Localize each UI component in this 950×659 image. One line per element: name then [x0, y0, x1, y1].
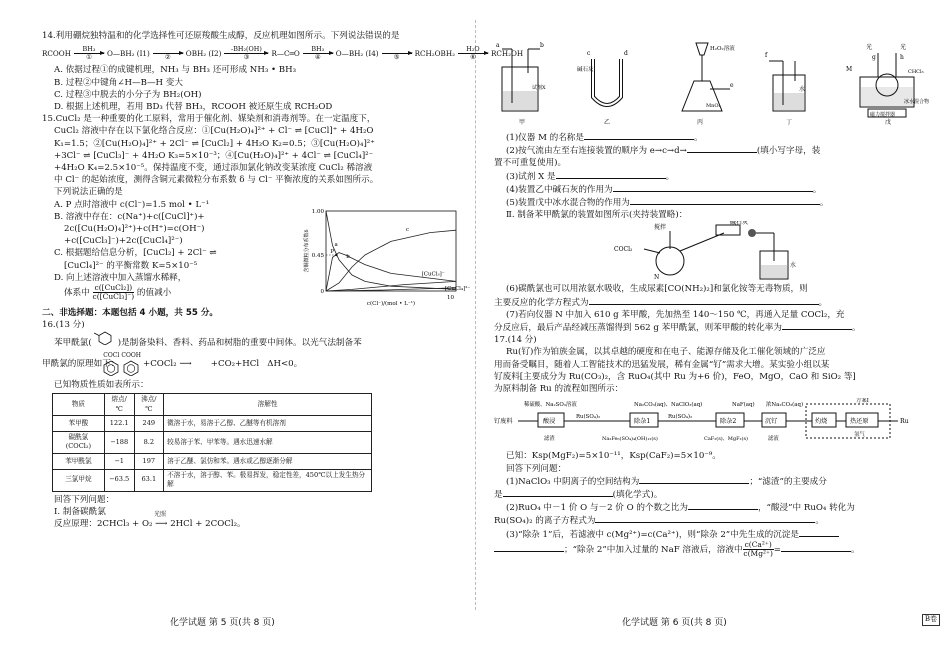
scheme-step-4: ④ [314, 53, 321, 62]
answer-blank[interactable] [589, 296, 819, 305]
q14-option-a: A. 依据过程①的成键机理，NH₃ 与 BH₃ 还可形成 NH₃ • BH₃ [54, 65, 297, 76]
flow-box: 除杂2 [720, 418, 737, 426]
q16-part-7: (7)若向仪器 N 中加入 610 g 苯甲酸，先加热至 140～150 ℃，再通入足量 COCl₂，充 [506, 309, 845, 320]
q16-part-4-text: (4)装置乙中碱石灰的作用为 [506, 184, 613, 195]
apparatus-id: 乙 [603, 119, 610, 127]
q16-part-3: (3)试剂 X 是 。 [506, 171, 675, 182]
table-cell: 溶于乙醚、氯仿和苯。遇水或乙醇逐渐分解 [164, 453, 372, 469]
q16-part-2-note: (填小写字母，装 [756, 146, 821, 157]
flow-box: 热还原 [850, 418, 869, 426]
q17-part-3a: (3)“除杂 1”后，若滤液中 c(Mg²⁺)=c(Ca²⁺)，则“除杂 2”中先生成的沉淀是 [506, 529, 799, 540]
scheme-reagent-4: BH₃ [311, 45, 325, 54]
table-header: 物质 [53, 394, 105, 416]
q15-stem-2: CuCl₂ 溶液中存在以下氯化络合反应：①[Cu(H₂O)₄]²⁺ + Cl⁻ ⇌ [CuCl]⁺ + 4H₂O [54, 126, 374, 137]
table-title: 已知物质性质如表所示： [54, 380, 149, 391]
q17-part-3b: ；“除杂 2”中加入过量的 NaF 溶液后，溶液中 [564, 544, 743, 555]
q14-option-c: C. 过程③中脱去的小分子为 BH₂(OH) [54, 89, 202, 100]
q16-part-2-cont: 置不可重复使用)。 [494, 158, 567, 169]
benzoyl-chloride-structure [102, 352, 120, 377]
q17-known-2: 回答下列问题： [506, 463, 567, 474]
series-label: [CuCl₄]²⁻ [445, 285, 470, 292]
apparatus-label: a [496, 42, 500, 50]
q17-part-1c: 是 [494, 490, 503, 501]
table-row [53, 469, 372, 491]
flow-reagent: 稀硫酸、Na₂SO₃溶液 [524, 402, 577, 409]
apparatus-bing [664, 41, 736, 128]
q16-equation: +COCl₂ ⟶ +CO₂+HCl ΔH<0。 [143, 359, 303, 370]
apparatus-label: CHCl₃ [908, 69, 924, 76]
wash-bottle-icon [494, 41, 550, 119]
q16-part-1-heading: Ⅰ. 制备碳酰氯 [54, 506, 106, 517]
q16-part-2-text: (2)按气流由左至右连接装置的顺序为 e→c→d→ [506, 146, 687, 157]
q15-option-b-3: +c([CuCl₃]⁻)+2c([CuCl₄]²⁻) [64, 236, 183, 247]
scheme-int-3: R—C═O [271, 48, 300, 58]
table-cell: 苯甲酸 [53, 416, 105, 432]
table-cell: −1 [104, 453, 134, 469]
flow-reagent: 浓Na₂CO₃(aq) [766, 402, 804, 409]
q14-stem: 14.利用硼烷独特温和的化学选择性可还原羧酸生成醇，反应机理如图所示。下列说法错误的是 [42, 31, 400, 41]
left-footer: 化学试题 第 5 页(共 8 页) [170, 618, 275, 628]
flow-waste: Na₂Fe₆(SO₄)₄(OH)₁₂(s) [602, 436, 658, 443]
benzene-ring-icon [102, 360, 120, 376]
apparatus-label: 光 [866, 44, 873, 52]
table-cell: −63.5 [104, 469, 134, 491]
apparatus-label: 光 [900, 44, 907, 52]
right-column [494, 30, 934, 558]
apparatus-row [494, 30, 934, 128]
flow-box: 灼烧 [815, 418, 828, 426]
scheme-step-2: ② [164, 53, 171, 62]
apparatus-label: e [730, 82, 734, 90]
flask-funnel-icon [664, 41, 736, 119]
point-p-label: P [330, 248, 335, 255]
flow-waste: 滤液 [768, 436, 779, 443]
apparatus-label: 冰水混合物 [904, 99, 930, 106]
y-tick-label: 1.00 [311, 208, 324, 215]
answer-blank[interactable] [781, 543, 851, 552]
apparatus-label: 磁力搅拌器 [870, 112, 896, 119]
scheme-start: RCOOH [42, 48, 71, 58]
q15-option-d-prefix: 体系中 [64, 287, 90, 298]
apparatus-id: 丁 [785, 119, 792, 127]
table-cell: 碳酰氯(COCl₂) [53, 432, 105, 454]
series-label: a [334, 241, 338, 248]
scheme-arrow-6 [458, 46, 488, 61]
fraction-denominator: c(Mg²⁺) [743, 548, 773, 558]
apparatus-yi [577, 41, 637, 128]
q15-option-a: A. P 点时溶液中 c(Cl⁻)=1.5 mol • L⁻¹ [54, 199, 210, 210]
apparatus-label: c [587, 50, 591, 58]
answer-blank[interactable] [630, 196, 820, 205]
table-cell: 122.1 [104, 416, 134, 432]
benzoic-acid-label: COOH [121, 351, 142, 359]
y-tick-label: 0.45 [311, 252, 324, 259]
table-header: 沸点/℃ [134, 394, 164, 416]
scheme-arrow-1 [74, 46, 104, 61]
apparatus-label: 碱石灰 [730, 221, 749, 227]
q15-stem-6: 中 Cl⁻ 的起始浓度，测得含铜元素微粒分布系数 δ 与 Cl⁻ 平衡浓度的关系如图所示。 [54, 175, 379, 186]
q17-part-2a: (2)RuO₄ 中－1 价 O 与－2 价 O 的个数之比为 [506, 503, 688, 514]
apparatus-label: 搅拌 [654, 224, 667, 232]
scheme-int-4: O—BH₂ (I4) [335, 48, 379, 58]
table-header-row [53, 394, 372, 416]
fraction-numerator: c([CuCl₂]) [94, 282, 133, 292]
answer-blank[interactable] [688, 501, 758, 510]
property-table [52, 393, 372, 491]
q16-part-7-cont: 分反应后，最后产品经减压蒸馏得到 562 g 苯甲酰氯，则苯甲酸的转化率为 。 [494, 323, 861, 334]
q17-part-1b: ；“滤渣”的主要成分 [749, 476, 827, 487]
apparatus-label: f [765, 52, 768, 60]
answer-blank[interactable] [556, 170, 666, 179]
q16-part-7-text: 分反应后，最后产品经减压蒸馏得到 562 g 苯甲酰氯，则苯甲酸的转化率为 [494, 323, 782, 334]
q15-options [42, 199, 300, 307]
q16-intro-2 [42, 349, 482, 379]
q17-intro-1: Ru(钌)作为铂族金属，以其卓越的硬度和在电子、能源存储及化工催化领域的广泛应 [506, 347, 826, 358]
flow-box: 酸浸 [543, 418, 556, 426]
scheme-reagent-6: H₂O [466, 45, 480, 54]
process-flow-diagram [494, 398, 934, 444]
table-cell: 197 [134, 453, 164, 469]
flow-waste: 滤渣 [544, 436, 555, 443]
answer-blank[interactable] [782, 321, 852, 330]
q15-stem-1: 15.CuCl₂ 是一种重要的化工原料，常用于催化剂、媒染剂和消毒剂等。在一定温度下， [42, 114, 376, 125]
flow-end: Ru [900, 418, 909, 426]
apparatus-label: 碱石灰 [577, 67, 594, 74]
q16-answer-prompt: 回答下列问题： [54, 494, 115, 505]
flow-box: 沉钌 [765, 418, 778, 426]
q15-stem-7: 下列说法正确的是 [54, 187, 123, 198]
answer-blank[interactable] [595, 514, 815, 523]
apparatus-label: M [846, 66, 853, 74]
q15-options-and-chart [42, 199, 482, 307]
flow-start: 钌废料 [494, 418, 513, 426]
scheme-arrow-3 [224, 46, 268, 61]
scheme-arrow-2 [153, 46, 183, 61]
answer-blank[interactable] [613, 183, 813, 192]
section-2-heading: 二、非选择题：本题包括 4 小题，共 55 分。 [42, 307, 219, 318]
apparatus-label: d [624, 50, 628, 58]
flow-reagent: NaF(aq) [732, 402, 755, 409]
flow-mid: Ru(SO₄)₂ [668, 414, 693, 421]
table-row [53, 416, 372, 432]
q14-option-b: B. 过程②中键角∠H—B—H 变大 [54, 77, 183, 88]
scheme-step-6: ⑥ [470, 53, 476, 62]
q16-heading: 16.(13 分) [42, 319, 85, 330]
scheme-int-2: OBH₂ (I2) [185, 48, 222, 58]
q15-option-c-2: [CuCl₄]²⁻ 的平衡常数 K=5×10⁻⁵ [64, 260, 198, 271]
series-line-0 [326, 211, 456, 289]
scheme-arrow-4 [303, 46, 333, 61]
table-cell: 三氯甲烷 [53, 469, 105, 491]
q16-part-1: (1)仪器 M 的名称是 。 [506, 133, 703, 143]
table-cell: 63.1 [134, 469, 164, 491]
scheme-step-5: ⑤ [393, 53, 400, 62]
flow-mid: Ru(SO₄)₂ [576, 414, 601, 421]
q16-intro-1 [42, 331, 482, 349]
water-bottle-icon [763, 41, 815, 119]
q17-part-2-cont: Ru(SO₄)₂ 的离子方程式为 。 [494, 516, 825, 527]
table-cell: 微溶于水，易溶于乙醇、乙醚等有机溶剂 [164, 416, 372, 432]
q17-part-3 [494, 528, 934, 541]
q16-part-3-text: (3)试剂 X 是 [506, 171, 556, 182]
u-tube-icon [577, 41, 637, 119]
flow-plan: 方案Ⅰ [856, 398, 869, 405]
q17-part-2 [494, 501, 934, 514]
fraction-denominator: c([CuCl₃]⁻) [92, 291, 135, 301]
q16-part-4: (4)装置乙中碱石灰的作用为 。 [506, 184, 822, 195]
flow-reagent: Na₂CO₃(aq)、NaClO₃(aq) [634, 402, 703, 409]
q16-light-condition: 光照 [154, 510, 167, 518]
series-line-2 [326, 230, 456, 291]
q15-option-d-1: D. 向上述溶液中加入蒸馏水稀释， [54, 272, 187, 283]
q16-part-1-text: (1)仪器 M 的名称是 [506, 133, 584, 143]
apparatus-label: b [540, 42, 544, 50]
q17-heading: 17.(14 分) [494, 335, 537, 346]
table-cell: 较易溶于苯、甲苯等。遇水迅速水解 [164, 432, 372, 454]
q15-stem-4: +3Cl⁻ ⇌ [CuCl₃]⁻ + 4H₂O K₃=5×10⁻³；④[Cu(H₂O)₄]²⁺ + 4Cl⁻ ⇌ [CuCl₄]²⁻ [54, 150, 374, 161]
scheme-step-3: ③ [243, 53, 250, 62]
x-tick-label: 10 [447, 294, 454, 301]
q15-stem-3: K₁=1.5；②[Cu(H₂O)₄]²⁺ + 2Cl⁻ ⇌ [CuCl₂] + 4H₂O K₂=0.5；③[Cu(H₂O)₄]²⁺ [54, 138, 375, 149]
point-p-marker [335, 253, 337, 255]
series-label: [CuCl₃]⁻ [421, 271, 445, 278]
q17-intro-4: 为原料制备 Ru 的流程如图所示： [494, 384, 624, 395]
apparatus-2 [494, 221, 934, 283]
q16-intro-1a: 苯甲酰氯( [54, 337, 92, 348]
flow-waste: CaF₂(s)、MgF₂(s) [704, 436, 749, 443]
q17-fraction [743, 541, 774, 558]
series-label: c [406, 226, 410, 233]
apparatus-label: h [900, 54, 904, 62]
scheme-product-5: RCH₂OBH₂ [414, 48, 455, 58]
series-label: b [346, 253, 350, 260]
table-row [53, 453, 372, 469]
right-footer: 化学试题 第 6 页(共 8 页) [622, 618, 727, 628]
apparatus-label: N [654, 274, 660, 282]
q17-part-1d: (填化学式)。 [612, 490, 663, 501]
benzoyl-chloride-label: COCl [103, 351, 120, 359]
scheme-reagent-3: -BH₂(OH) [231, 45, 262, 54]
table-cell: 苯甲酰氯 [53, 453, 105, 469]
q17-intro-3: 钌废料[主要成分为 Ru(CO₃)₂，含 RuO₄(其中 Ru 为+6 价)，FeO，MgO，CaO 和 SiO₂ 等] [494, 371, 856, 382]
benzoyl-chloride-structure-icon [92, 331, 118, 345]
apparatus-id: 甲 [518, 119, 525, 127]
q16-part-5: (5)装置戊中冰水混合物的作用为 。 [506, 198, 829, 209]
scheme-reagent-1: BH₃ [82, 45, 96, 54]
q17-intro-2: 用而备受瞩目，随着人工智能技术的迅猛发展，稀有金属“钌”需求大增。某实验小组以某 [494, 359, 830, 370]
apparatus-id: 丙 [696, 119, 703, 127]
q15-option-d-suffix: 的值减小 [136, 287, 172, 298]
y-tick-label: 0 [320, 288, 324, 295]
answer-blank[interactable] [687, 144, 757, 153]
apparatus-ding [763, 41, 815, 128]
q17-part-2c: Ru(SO₄)₂ 的离子方程式为 [494, 516, 596, 527]
q16-part-6-text: 主要反应的化学方程式为 [494, 297, 589, 308]
q15-option-d-2 [42, 284, 300, 301]
q15-chart [300, 199, 470, 307]
answer-blank[interactable] [584, 131, 694, 140]
q17-flowchart [494, 398, 934, 447]
table-cell: 不溶于水，溶于醇、苯。极易挥发，稳定性差，450℃以上发生热分解 [164, 469, 372, 491]
q15-option-b-1: B. 溶液中存在：c(Na⁺)+c([CuCl]⁺)+ [54, 211, 205, 222]
distribution-chart [300, 199, 470, 307]
y-axis-label: 含铜微粒分布系数δ [304, 229, 310, 273]
table-cell: 8.2 [134, 432, 164, 454]
q16-intro-1b: )是制备染料、香料、药品和树脂的重要中间体。以光气法制备苯 [117, 337, 362, 348]
q17-part-2b: ，“酸浸”中 RuO₄ 转化为 [757, 503, 855, 514]
table-cell: 249 [134, 416, 164, 432]
apparatus-label: 水 [799, 86, 806, 94]
apparatus-label: MnO₂ [706, 103, 721, 110]
table-cell: −188 [104, 432, 134, 454]
scheme-int-1: O—BH₂ (I1) [106, 48, 150, 58]
reaction-flask-icon [842, 41, 934, 119]
apparatus-label: 试剂X [532, 85, 546, 92]
table-row [53, 432, 372, 454]
apparatus-label: H₂O₂溶液 [710, 46, 735, 53]
q15-option-d-fraction [93, 284, 135, 301]
q14-option-d: D. 根据上述机理，若用 BD₃ 代替 BH₃，RCOOH 被还原生成 RCH₂OD [54, 101, 333, 112]
q17-part-3c: = [773, 544, 781, 555]
q15-stem-5: +4H₂O K₄=2.5×10⁻⁵。保持温度不变，通过添加氯化钠改变某浓度 CuCl₂ 稀溶液 [54, 162, 373, 173]
fraction-numerator: c(Ca²⁺) [744, 539, 772, 549]
scheme-arrow-5 [382, 46, 412, 61]
apparatus-wu [842, 41, 934, 128]
q15-option-c-1: C. 根据题给信息分析，[CuCl₂] + 2Cl⁻ ⇌ [54, 248, 217, 259]
q16-part-6: (6)碳酰氯也可以用浓氨水吸收，生成尿素[CO(NH₂)₂]和氯化铵等无毒物质，则 [506, 284, 808, 295]
x-axis-label: c(Cl⁻)/(mol • L⁻¹) [366, 300, 416, 307]
benzoic-acid-structure [121, 352, 141, 377]
q16-intro-2a: 甲酰氯的原理如下： [42, 359, 120, 370]
answer-blank[interactable] [639, 475, 749, 484]
flow-box: 除杂1 [634, 418, 651, 426]
q16-part-ii-heading: Ⅱ. 制备苯甲酰氯的装置如图所示(夹持装置略)： [506, 210, 688, 221]
apparatus-label: 水 [790, 262, 797, 270]
apparatus-jia [494, 41, 550, 128]
q16-reaction: 反应原理：2CHCl₃ + O₂ ⟶ 2HCl + 2COCl₂。 [54, 518, 246, 529]
q17-part-1a: (1)NaClO₃ 中阴离子的空间结构为 [506, 476, 640, 487]
answer-blank[interactable] [503, 488, 613, 497]
q15-option-b-2: 2c([Cu(H₂O)₄]²⁺)+c(H⁺)=c(OH⁻) [64, 223, 205, 234]
scheme-step-1: ① [86, 53, 92, 62]
scheme-product-6: RCH₂OH [490, 48, 524, 58]
benzene-ring-icon [122, 360, 140, 376]
apparatus-label: COCl₂ [614, 246, 633, 254]
flow-h2: 氢气 [854, 432, 865, 439]
apparatus-id: 戊 [884, 119, 891, 127]
q16-part-2 [494, 144, 934, 157]
answer-blank[interactable] [494, 543, 564, 552]
apparatus-label: g [872, 54, 876, 62]
answer-blank[interactable] [799, 528, 839, 537]
q14-mechanism-scheme [42, 45, 524, 62]
table-header: 溶解性 [164, 394, 372, 416]
q17-part-1 [494, 475, 934, 488]
q17-part-1-cont [494, 488, 934, 501]
q16-part-5-text: (5)装置戊中冰水混合物的作用为 [506, 198, 630, 209]
q17-part-3-cont: ；“除杂 2”中加入过量的 NaF 溶液后，溶液中 $\frac{\text{c(Ca²⁺)}}{\text{c(Mg²⁺)}}$ = 。 [494, 541, 934, 558]
paper-version-badge: B卷 [922, 614, 940, 626]
q17-known-1: 已知：Ksp(MgF₂)=5×10⁻¹¹，Ksp(CaF₂)=5×10⁻⁹。 [506, 451, 721, 462]
table-header: 熔点/℃ [104, 394, 134, 416]
benzoyl-chloride-apparatus-icon [494, 221, 934, 283]
q16-part-6-cont: 主要反应的化学方程式为 。 [494, 297, 828, 308]
